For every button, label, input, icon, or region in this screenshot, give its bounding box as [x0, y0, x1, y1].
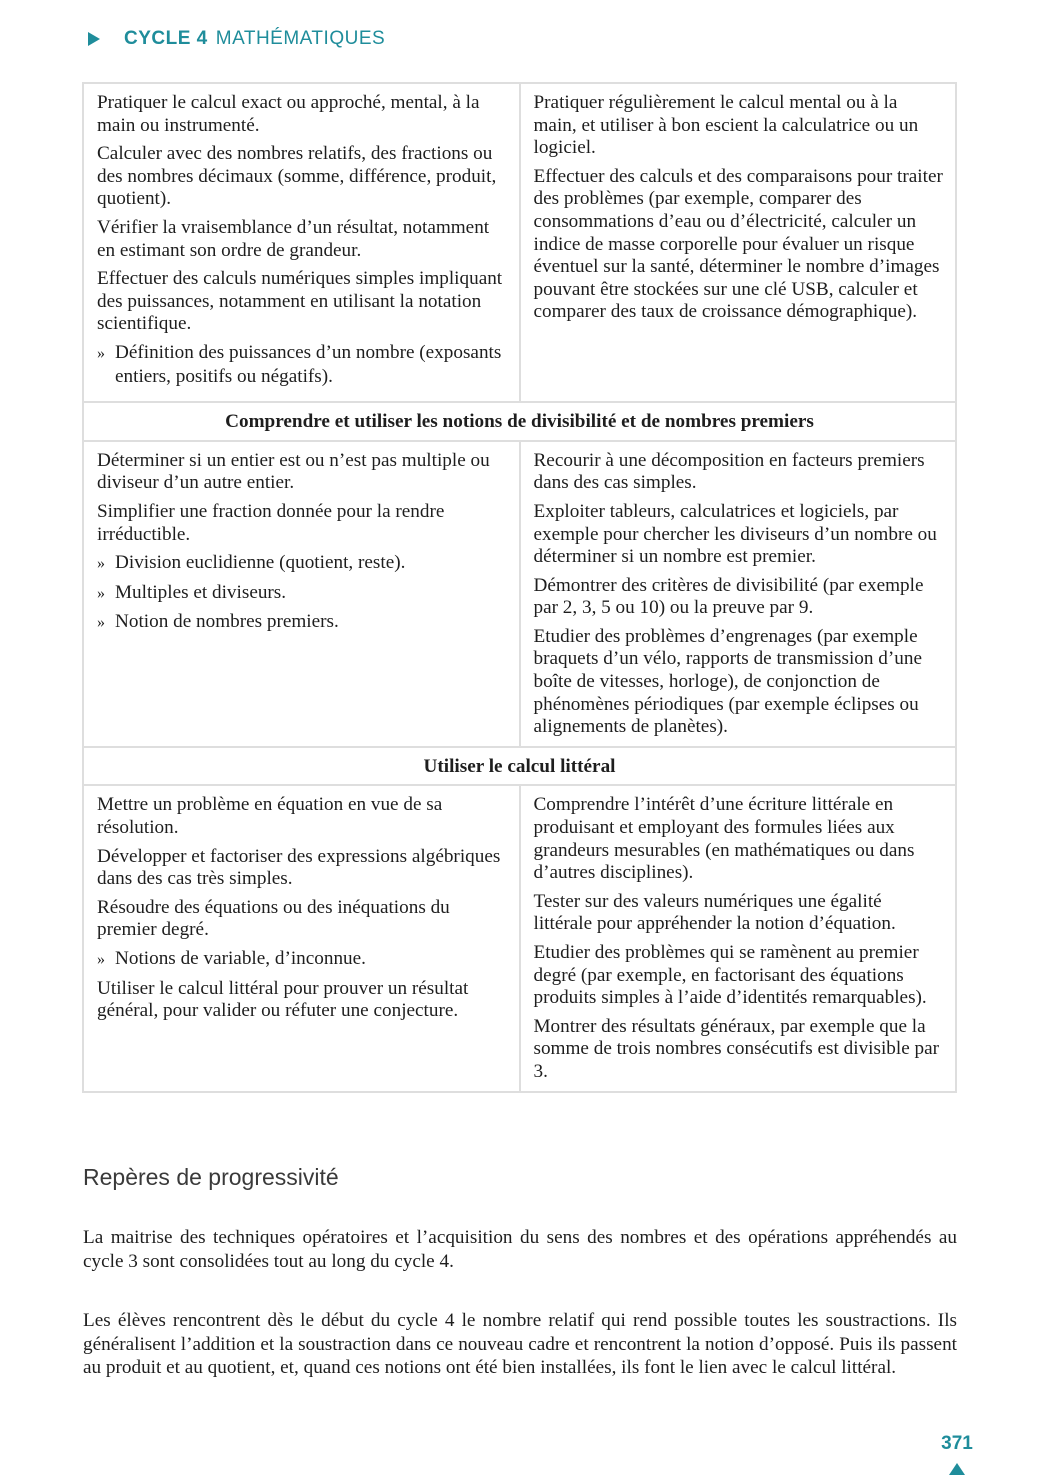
list-item: Déterminer si un entier est ou n’est pas multiple ou diviseur d’un autre entier. [97, 449, 490, 494]
cell-knowledge [83, 441, 520, 747]
bullet-marker: » [97, 614, 105, 632]
list-item: Simplifier une fraction donnée pour la rendre irréductible. [97, 500, 445, 545]
list-item: Pratiquer régulièrement le calcul mental ou à la main, et utiliser à bon escient la calculatrice ou un logiciel. [533, 92, 919, 159]
paragraph: La maitrise des techniques opératoires et l’acquisition du sens des nombres et des opérations appréhendés au cycle 3 sont consolidées tout au long du cycle 4. [83, 1227, 957, 1272]
triangle-up-icon [949, 1463, 965, 1475]
bullet-text: Notions de variable, d’inconnue. [115, 948, 366, 969]
triangle-right-icon [88, 32, 100, 46]
page-header [88, 24, 385, 54]
table-row [83, 441, 956, 747]
list-item: Utiliser le calcul littéral pour prouver un résultat général, pour valider ou réfuter une conjecture. [97, 977, 469, 1022]
cell-examples [520, 441, 957, 747]
list-item: Montrer des résultats généraux, par exemple que la somme de trois nombres consécutifs est divisible par 3. [533, 1015, 940, 1082]
list-item: Calculer avec des nombres relatifs, des fractions ou des nombres décimaux (somme, différence, produit, quotient). [97, 143, 497, 210]
cell-knowledge [83, 785, 520, 1091]
list-item: Etudier des problèmes qui se ramènent au premier degré (par exemple, en factorisant des équations produits simples à l’aide d’identités remarquables). [533, 942, 927, 1009]
bullet-marker: » [97, 584, 105, 602]
list-item: Comprendre l’intérêt d’une écriture littérale en produisant et employant des formules liées aux grandeurs mesurables (en mathématiques ou dans d’autres disciplines). [533, 794, 915, 884]
cell-examples [520, 785, 957, 1091]
bullet-text: Définition des puissances d’un nombre (exposants entiers, positifs ou négatifs). [115, 341, 502, 387]
list-item: Vérifier la vraisemblance d’un résultat, notamment en estimant son ordre de grandeur. [97, 216, 490, 261]
bullet-text: Multiples et diviseurs. [115, 581, 287, 603]
section-title: Repères de progressivité [83, 1164, 339, 1190]
competencies-table [82, 82, 957, 1093]
list-item: Effectuer des calculs et des comparaisons pour traiter des problèmes (par exemple, comparer des consommations d’eau ou d’électricité, calculer un indice de masse corporelle pour évaluer un risque éventuel sur la santé, déterminer le nombre d’images pouvant être stockées sur une clé USB, calculer et comparer des taux de croissance démographique). [533, 165, 943, 323]
bullet-marker: » [97, 344, 105, 362]
list-item: Développer et factoriser des expressions algébriques dans des cas très simples. [97, 845, 501, 890]
bullet-text: Division euclidienne (quotient, reste). [115, 552, 406, 574]
bullet-marker: » [97, 951, 105, 968]
bullet-item [97, 582, 507, 606]
bullet-marker: » [97, 555, 105, 573]
cell-examples [520, 83, 957, 402]
bullet-item [97, 342, 507, 388]
list-item: Mettre un problème en équation en vue de sa résolution. [97, 794, 443, 839]
list-item: Effectuer des calculs numériques simples impliquant des puissances, notamment en utilisant la notation scientifique. [97, 268, 503, 335]
bullet-item [97, 948, 507, 972]
list-item: Exploiter tableurs, calculatrices et logiciels, par exemple pour chercher les diviseurs d’un nombre ou déterminer si un nombre est premier. [533, 500, 937, 568]
list-item: Tester sur des valeurs numériques une égalité littérale pour appréhender la notion d’équation. [533, 890, 896, 935]
paragraph: Les élèves rencontrent dès le début du cycle 4 le nombre relatif qui rend possible toutes les soustractions. Ils généralisent l’addition et la soustraction dans ce nouveau cadre et rencontrent la notion d’opposé. Puis ils passent au produit et au quotient, et, quand ces notions ont été bien installées, ils font le lien avec le calcul littéral. [83, 1310, 957, 1379]
table-row [83, 785, 956, 1091]
table-heading-row [83, 402, 956, 441]
table-heading-row [83, 747, 956, 786]
bullet-text: Notion de nombres premiers. [115, 611, 339, 633]
header-subject: MATHÉMATIQUES [215, 28, 386, 49]
list-item: Démontrer des critères de divisibilité (par exemple par 2, 3, 5 ou 10) ou la preuve par 9. [533, 574, 924, 619]
section-heading-divisibility: Comprendre et utiliser les notions de divisibilité et de nombres premiers [83, 402, 956, 441]
list-item: Pratiquer le calcul exact ou approché, mental, à la main ou instrumenté. [97, 92, 480, 136]
bullet-item [97, 611, 507, 635]
list-item: Recourir à une décomposition en facteurs premiers dans des cas simples. [533, 449, 925, 494]
table-row [83, 83, 956, 402]
list-item: Etudier des problèmes d’engrenages (par exemple braquets d’un vélo, rapports de transmission d’une boîte de vitesses, horloge), de conjonction de phénomènes périodiques (par exemple éclipses ou alignements de planètes). [533, 625, 922, 738]
section-heading-literal-calculus: Utiliser le calcul littéral [83, 747, 956, 786]
cell-knowledge [83, 83, 520, 402]
header-cycle: CYCLE 4 [124, 28, 208, 49]
page-number: 371 [941, 1433, 973, 1454]
bullet-item [97, 552, 507, 576]
list-item: Résoudre des équations ou des inéquations du premier degré. [97, 896, 450, 941]
